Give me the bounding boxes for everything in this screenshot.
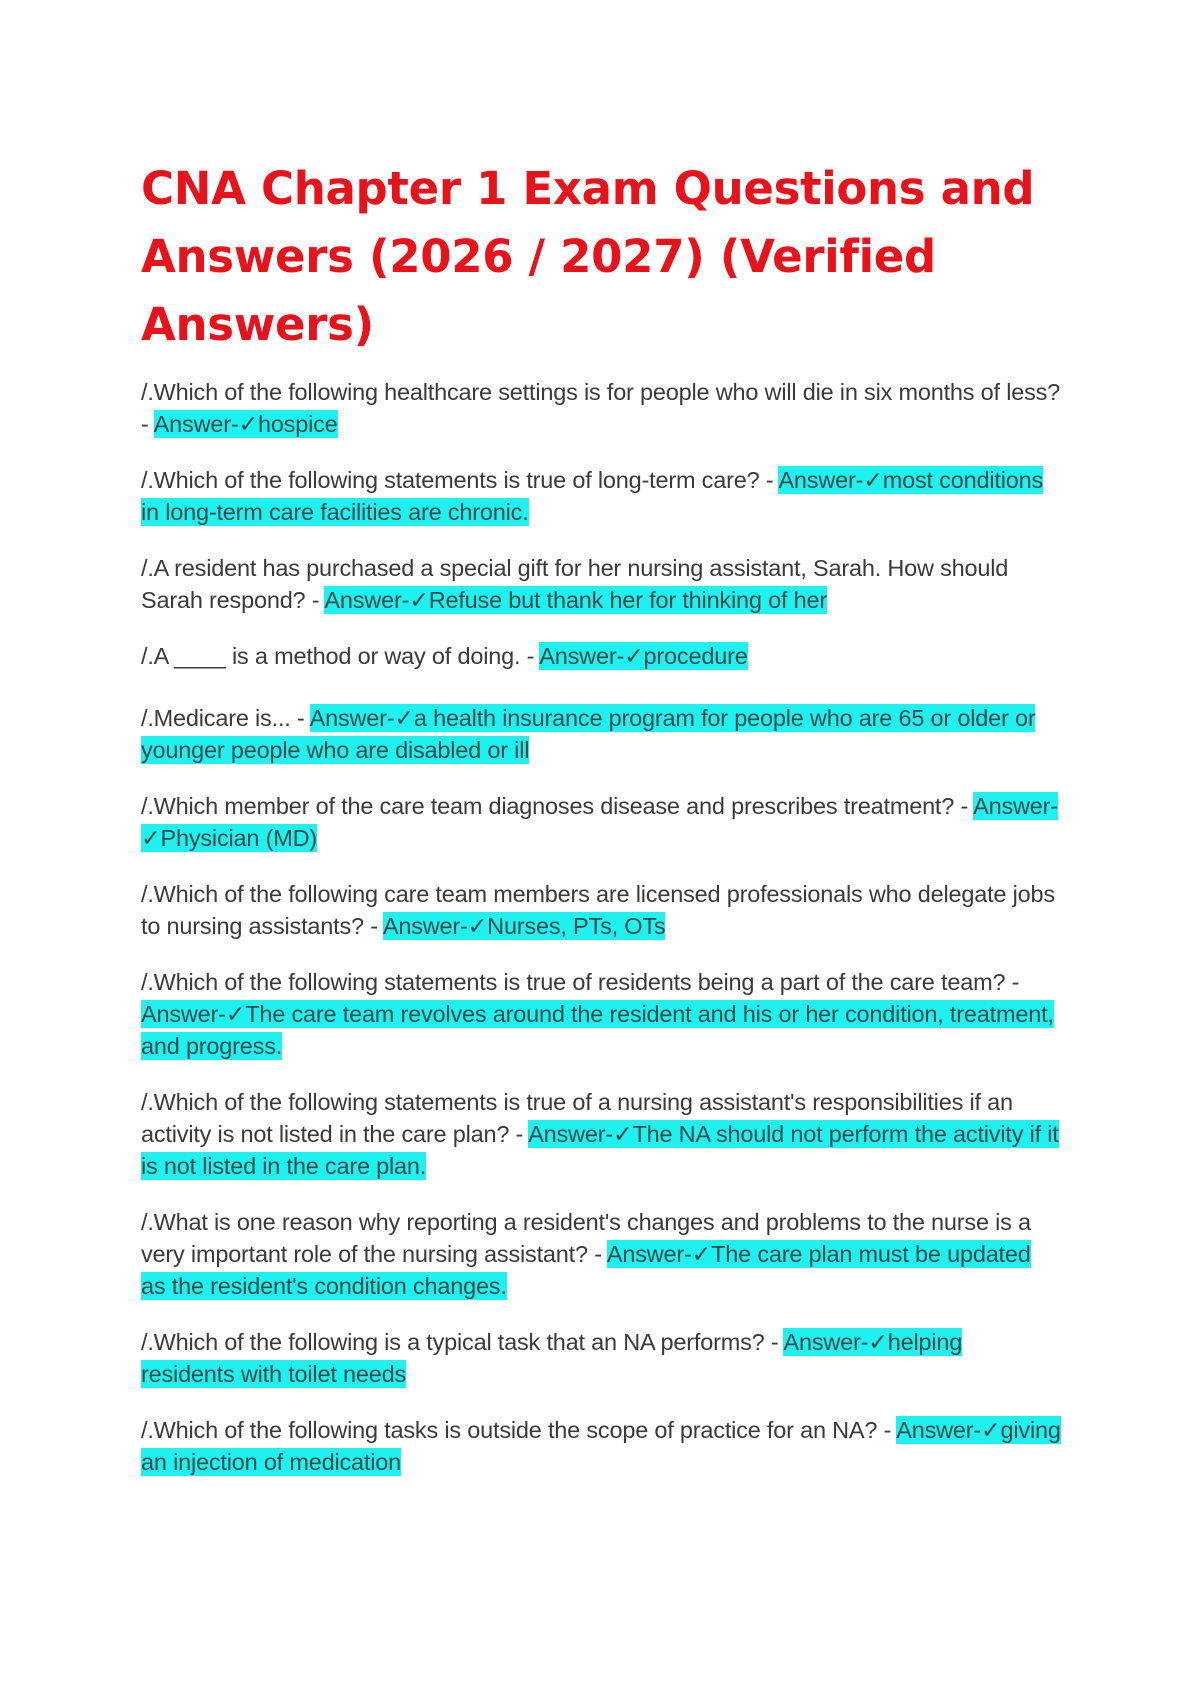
answer-highlight: Answer-✓hospice [153, 411, 338, 437]
answer-highlight: Answer-✓Nurses, PTs, OTs [382, 913, 666, 939]
answer-highlight: Answer-✓The NA should not perform the activity if it is not listed in the care plan. [141, 1121, 1059, 1179]
answer-highlight: Answer-✓The care team revolves around the resident and his or her condition, treatment, and progress. [141, 1001, 1054, 1059]
qa-item [141, 966, 1061, 1062]
question-text: /.Which member of the care team diagnoses disease and prescribes treatment? - [141, 793, 974, 819]
answer-highlight: Answer-✓The care plan must be updated as the resident's condition changes. [141, 1241, 1031, 1299]
answer-highlight: Answer-✓most conditions in long-term care facilities are chronic. [141, 467, 1044, 525]
answer-highlight: Answer-✓a health insurance program for people who are 65 or older or younger people who are disabled or ill [141, 705, 1036, 763]
question-text: /.Which of the following care team members are licensed professionals who delegate jobs to nursing assistants? - [141, 881, 1055, 939]
qa-item [141, 878, 1061, 942]
qa-item [141, 464, 1061, 528]
qa-item [141, 1326, 1061, 1390]
question-text: /.Which of the following statements is true of residents being a part of the care team? - [141, 969, 1020, 995]
question-text: /.Which of the following healthcare settings is for people who will die in six months of less? - [141, 379, 1061, 437]
answer-highlight: Answer-✓giving an injection of medication [141, 1417, 1061, 1475]
qa-item [141, 1206, 1061, 1302]
question-text: /.What is one reason why reporting a resident's changes and problems to the nurse is a very important role of the nursing assistant? - [141, 1209, 1031, 1267]
question-text: /.A resident has purchased a special gift for her nursing assistant, Sarah. How should Sarah respond? - [141, 555, 1009, 613]
qa-list [141, 376, 1061, 1502]
qa-item [141, 1086, 1061, 1182]
answer-highlight: Answer-✓procedure [539, 643, 748, 669]
qa-item [141, 376, 1061, 440]
qa-item [141, 790, 1061, 854]
qa-item [141, 1414, 1061, 1478]
question-text: /.Which of the following is a typical task that an NA performs? - [141, 1329, 784, 1355]
document-title: CNA Chapter 1 Exam Questions and Answers (2026 / 2027) (Verified Answers) [141, 162, 1035, 351]
qa-item [141, 702, 1061, 766]
question-text: /.Medicare is... - [141, 705, 310, 731]
answer-highlight: Answer-✓Physician (MD) [141, 793, 1058, 851]
answer-highlight: Answer-✓helping residents with toilet needs [141, 1329, 963, 1387]
qa-item [141, 640, 1061, 672]
answer-highlight: Answer-✓Refuse but thank her for thinking of her [324, 587, 827, 613]
question-text: /.Which of the following tasks is outside the scope of practice for an NA? - [141, 1417, 897, 1443]
question-text: /.Which of the following statements is true of long-term care? - [141, 467, 779, 493]
qa-item [141, 552, 1061, 616]
question-text: /.A ____ is a method or way of doing. - [141, 643, 540, 669]
question-text: /.Which of the following statements is true of a nursing assistant's responsibilities if an activity is not listed in the care plan? - [141, 1089, 1013, 1147]
